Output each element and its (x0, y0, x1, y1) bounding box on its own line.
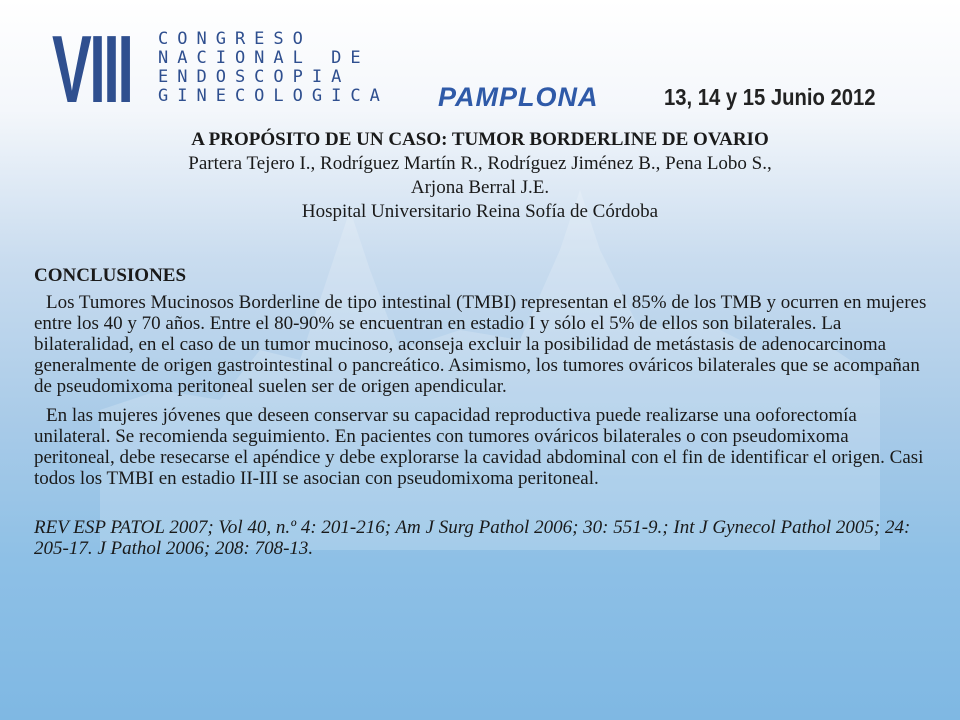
congress-edition-numeral: VIII (52, 16, 132, 123)
congress-header (0, 0, 960, 125)
conclusions-section (34, 265, 934, 578)
congress-name-line: ENDOSCOPIA (158, 67, 351, 87)
congress-name (158, 30, 389, 106)
congress-city: PAMPLONA (438, 82, 599, 112)
poster-title-block (0, 128, 960, 224)
section-heading: CONCLUSIONES (34, 265, 187, 286)
hospital-affiliation: Hospital Universitario Reina Sofía de Córdoba (301, 201, 659, 222)
authors-line: Partera Tejero I., Rodríguez Martín R., Rodríguez Jiménez B., Pena Lobo S., (188, 153, 772, 174)
poster-title: A PROPÓSITO DE UN CASO: TUMOR BORDERLINE DE OVARIO (191, 129, 769, 150)
references: REV ESP PATOL 2007; Vol 40, n.º 4: 201-216; Am J Surg Pathol 2006; 30: 551-9.; Int J Gynecol Pathol 2005; 24: 205-17. J Pathol 2006; 208: 708-13. (34, 517, 911, 559)
conclusion-paragraph: Los Tumores Mucinosos Borderline de tipo intestinal (TMBI) representan el 85% de los TMB y ocurren en mujeres entre los 40 y 70 años. Entre el 80-90% se encuentran en estadio I y sólo el 5% de ellos son bilaterales. La bilateralidad, en el caso de un tumor mucinoso, aconseja excluir la posibilidad de metástasis de adenocarcinoma generalmente de origen gastrointestinal o pancreático. Asimismo, los tumores ováricos bilaterales que se acompañan de pseudomixoma peritoneal suelen ser de origen apendicular. (34, 292, 927, 397)
conclusion-paragraph: En las mujeres jóvenes que deseen conservar su capacidad reproductiva puede realizarse una ooforectomía unilateral. Se recomienda seguimiento. En pacientes con tumores ováricos bilaterales o con pseudomixoma peritoneal, debe resecarse el apéndice y debe explorarse la cavidad abdominal con el fin de identificar el origen. Casi todos los TMBI en estadio II-III se asocian con pseudomixoma peritoneal. (34, 405, 924, 489)
authors-line: Arjona Berral J.E. (410, 177, 550, 198)
congress-dates: 13, 14 y 15 Junio 2012 (664, 84, 876, 110)
congress-name-line: CONGRESO (158, 29, 312, 49)
congress-name-line: NACIONAL DE (158, 48, 370, 68)
congress-name-line: GINECOLOGICA (158, 86, 389, 106)
